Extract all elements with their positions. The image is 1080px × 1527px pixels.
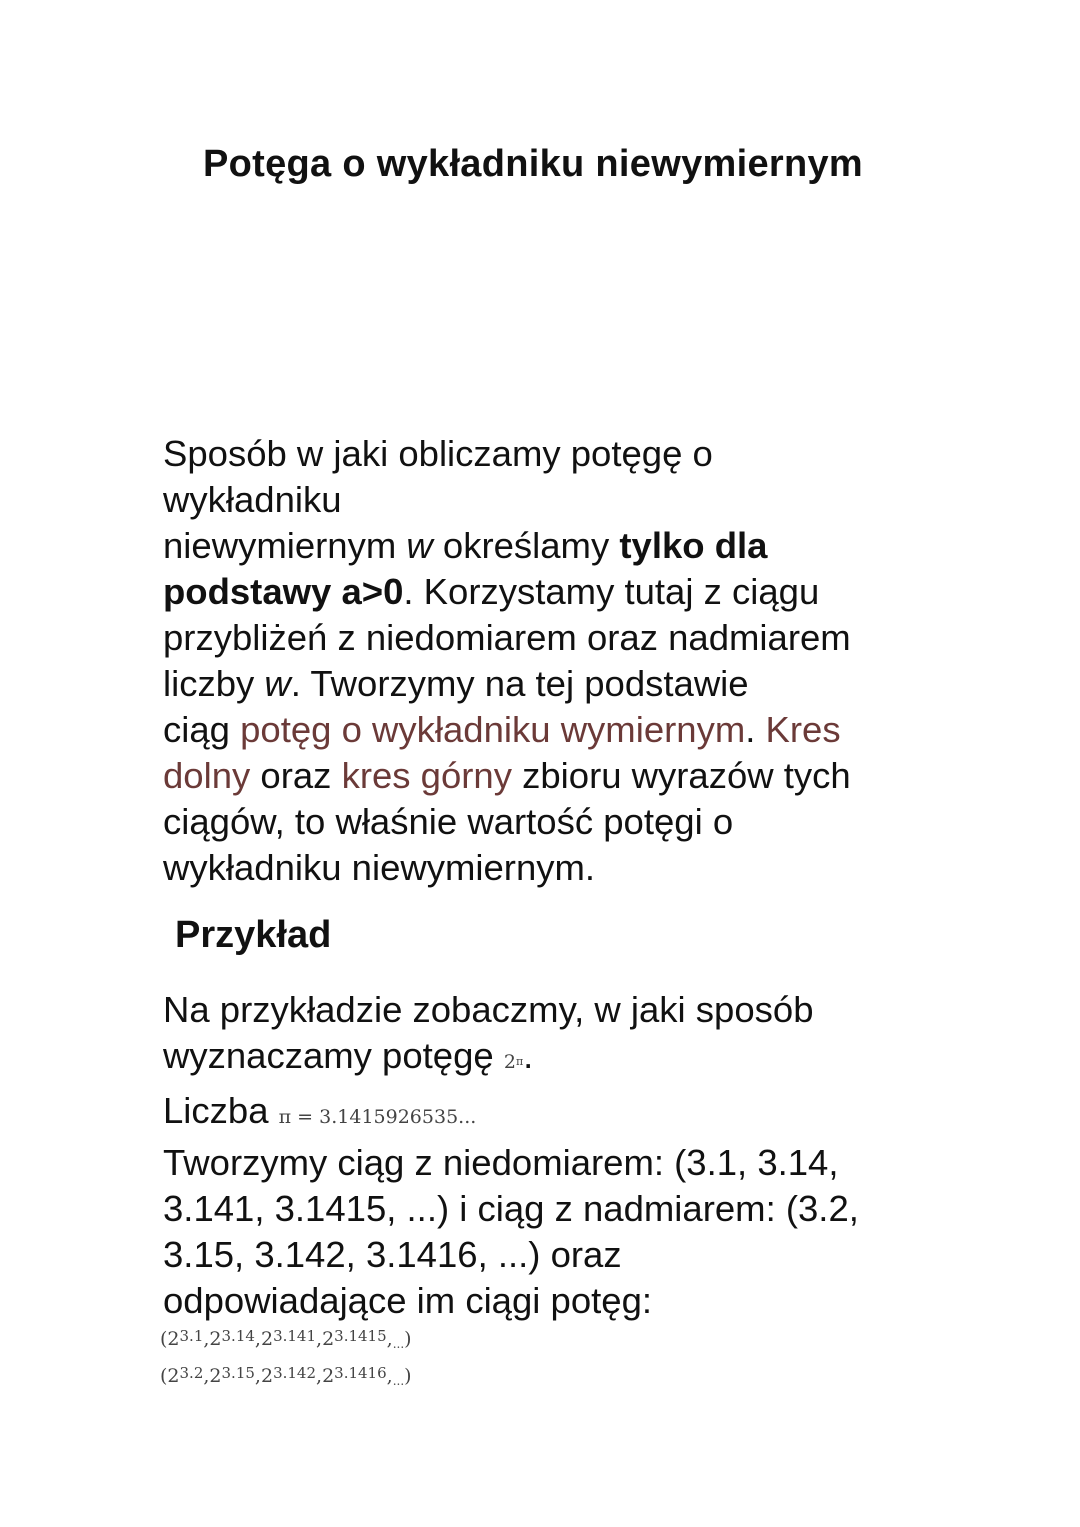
- power-base: 2: [209, 1328, 222, 1350]
- power-base: 2: [209, 1365, 222, 1387]
- text-line: [163, 569, 963, 615]
- sequence-term: [261, 1365, 316, 1387]
- sequence-separator: ,: [254, 1365, 261, 1387]
- text-fragment: .: [745, 709, 766, 750]
- sequence-term: [261, 1328, 316, 1350]
- text-fragment: określamy: [432, 525, 620, 566]
- text-fragment: liczby: [163, 663, 265, 704]
- text-fragment: ciąg: [163, 709, 241, 750]
- variable-w: w: [406, 525, 433, 566]
- sequence-separator: ,: [386, 1365, 393, 1387]
- sequence-term: [209, 1328, 255, 1350]
- page-title: Potęga o wykładniku niewymiernym: [203, 143, 864, 185]
- power-exponent: 3.1416: [334, 1364, 387, 1382]
- text-fragment: zbioru wyrazów tych: [511, 755, 851, 796]
- text-line: wykładniku: [163, 479, 342, 520]
- link-rational-power[interactable]: potęg o wykładniku wymiernym: [240, 709, 746, 750]
- sequence-separator: ,: [254, 1328, 261, 1350]
- power-base: 2: [167, 1328, 180, 1350]
- text-line: Tworzymy ciąg z niedomiarem: (3.1, 3.14,: [163, 1142, 839, 1183]
- text-fragment: wyznaczamy potęgę: [163, 1035, 504, 1076]
- power-exponent: 3.15: [221, 1364, 255, 1382]
- power-base: 2: [167, 1365, 180, 1387]
- power-exponent: π: [515, 1055, 524, 1068]
- text-line: 3.15, 3.142, 3.1416, ...) oraz: [163, 1234, 622, 1275]
- text-line: Na przykładzie zobaczmy, w jaki sposób: [163, 989, 814, 1030]
- upper-power-sequence: [160, 1363, 412, 1391]
- sequence-term: [167, 1328, 203, 1350]
- text-line: odpowiadające im ciągi potęg:: [163, 1280, 653, 1321]
- intro-paragraph: [163, 431, 963, 891]
- text-line: przybliżeń z niedomiarem oraz nadmiarem: [163, 617, 851, 658]
- text-line: [163, 1088, 963, 1140]
- power-base: 2: [260, 1328, 274, 1350]
- text-line: [163, 753, 963, 799]
- sequence-close-paren: ): [404, 1365, 412, 1387]
- power-formula: [504, 1051, 523, 1073]
- link-infimum[interactable]: dolny: [163, 755, 251, 796]
- sequence-close-paren: ): [404, 1328, 412, 1350]
- text-line: [163, 661, 963, 707]
- power-exponent: 3.2: [179, 1364, 204, 1382]
- text-fragment: Liczba: [163, 1090, 279, 1131]
- variable-w: w: [264, 663, 291, 704]
- power-exponent: 3.1: [179, 1327, 204, 1345]
- power-exponent: 3.142: [273, 1364, 317, 1382]
- example-paragraph: [163, 987, 963, 1324]
- text-fragment: oraz: [250, 755, 342, 796]
- power-exponent: 3.14: [221, 1327, 255, 1345]
- text-line: Sposób w jaki obliczamy potęgę o: [163, 433, 713, 474]
- text-fragment: . Korzystamy tutaj z ciągu: [403, 571, 820, 612]
- sequence-term: [322, 1328, 387, 1350]
- link-supremum[interactable]: kres górny: [341, 755, 512, 796]
- sequence-separator: ,: [386, 1328, 393, 1350]
- sequence-separator: ,: [316, 1328, 323, 1350]
- link-infimum[interactable]: Kres: [765, 709, 841, 750]
- text-line: wykładniku niewymiernym.: [163, 847, 596, 888]
- power-base: 2: [322, 1365, 335, 1387]
- power-base: 2: [503, 1051, 516, 1073]
- bold-condition: tylko dla: [619, 525, 768, 566]
- example-heading: Przykład: [175, 914, 332, 956]
- sequence-term: [167, 1365, 203, 1387]
- sequence-term: [322, 1365, 387, 1387]
- sequence-separator: ,: [316, 1365, 323, 1387]
- text-fragment: niewymiernym: [163, 525, 407, 566]
- power-base: 2: [322, 1328, 335, 1350]
- power-base: 2: [260, 1365, 274, 1387]
- sequence-ellipsis: ...: [392, 1337, 405, 1351]
- sequence-term: [209, 1365, 255, 1387]
- text-fragment: . Tworzymy na tej podstawie: [290, 663, 749, 704]
- text-line: [163, 1033, 963, 1088]
- sequence-open-paren: (: [160, 1365, 168, 1387]
- bold-condition: podstawy a>0: [163, 571, 404, 612]
- power-exponent: 3.141: [273, 1327, 317, 1345]
- sequence-open-paren: (: [160, 1328, 168, 1350]
- text-line: [163, 523, 963, 569]
- text-line: 3.141, 3.1415, ...) i ciąg z nadmiarem: (3.2,: [163, 1188, 859, 1229]
- sequence-ellipsis: ...: [392, 1374, 405, 1388]
- sequence-separator: ,: [203, 1328, 210, 1350]
- sequence-separator: ,: [203, 1365, 210, 1387]
- power-exponent: 3.1415: [334, 1327, 387, 1345]
- lower-power-sequence: [160, 1326, 412, 1354]
- text-line: [163, 707, 963, 753]
- text-line: ciągów, to właśnie wartość potęgi o: [163, 801, 734, 842]
- pi-formula: π = 3.1415926535...: [278, 1106, 477, 1128]
- text-fragment: .: [523, 1035, 534, 1076]
